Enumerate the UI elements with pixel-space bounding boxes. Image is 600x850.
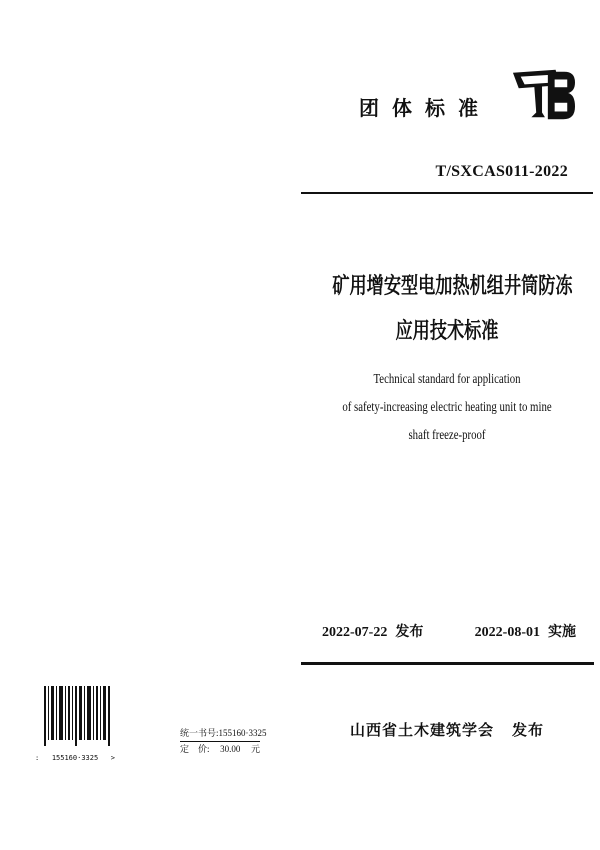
book-number-label: 统一书号: bbox=[180, 728, 219, 738]
price-row bbox=[180, 742, 260, 757]
price-unit: 元 bbox=[250, 744, 260, 754]
publisher-row bbox=[300, 719, 594, 740]
footer-rule bbox=[301, 662, 594, 665]
standard-number: T/SXCAS011-2022 bbox=[435, 163, 568, 180]
release-label: 发布 bbox=[395, 625, 424, 640]
implementation-date: 2022-08-01 bbox=[474, 625, 540, 640]
implementation-label: 实施 bbox=[548, 625, 576, 640]
book-info bbox=[180, 726, 267, 757]
publisher-action-label: 发布 bbox=[512, 723, 545, 739]
barcode-number: 155160·3325 bbox=[51, 754, 99, 762]
release-date-group bbox=[322, 621, 423, 641]
title-en-line2: of safety-increasing electric heating unit to mine bbox=[342, 399, 552, 414]
barcode-right-mark: > bbox=[110, 754, 115, 762]
book-number-row bbox=[180, 726, 267, 742]
title-en-line1: Technical standard for application bbox=[373, 371, 521, 386]
barcode-bars bbox=[34, 686, 116, 748]
book-number-value: 155160·3325 bbox=[218, 728, 267, 738]
title-en-line3: shaft freeze-proof bbox=[408, 427, 486, 442]
category-label: 团体标准 bbox=[359, 98, 491, 120]
main-title-en bbox=[300, 365, 594, 449]
price-value: 30.00 bbox=[220, 744, 241, 754]
release-date: 2022-07-22 bbox=[322, 625, 388, 640]
barcode bbox=[34, 686, 116, 762]
header-rule bbox=[301, 192, 593, 194]
main-title-zh-line1: 矿用增安型电加热机组井筒防冻 bbox=[332, 273, 573, 298]
publisher-name: 山西省土木建筑学会 bbox=[349, 723, 494, 739]
dates-row bbox=[300, 621, 594, 641]
tb-logo-icon bbox=[511, 68, 575, 122]
barcode-left-mark: : bbox=[35, 754, 40, 762]
barcode-digits bbox=[34, 754, 116, 762]
implementation-date-group bbox=[475, 621, 576, 641]
main-title-zh-line2: 应用技术标准 bbox=[395, 318, 499, 343]
price-label: 定 价: bbox=[180, 744, 210, 754]
